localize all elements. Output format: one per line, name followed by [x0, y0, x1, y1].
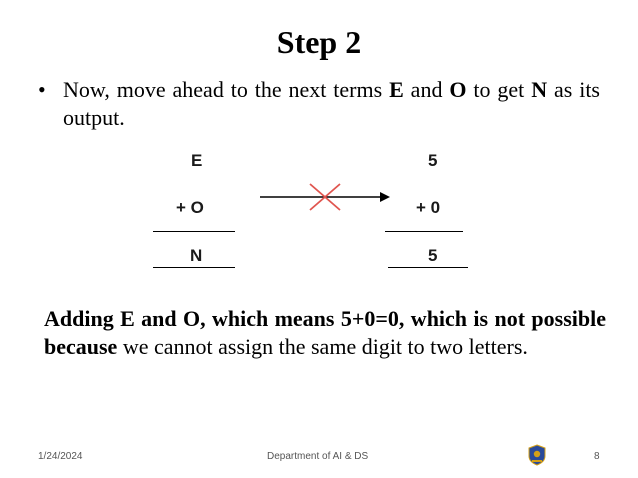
bullet-term-e: E — [389, 77, 404, 102]
explanation-bold: Adding E and O, which means 5+0=0, which is not possible because — [44, 306, 606, 359]
crossed-arrow-icon — [258, 180, 392, 216]
bullet-text-part: and — [403, 77, 450, 102]
diagram-right-add: + 0 — [416, 198, 441, 217]
diagram-left-add: + O — [176, 198, 204, 217]
diagram-left-rule-2 — [153, 267, 235, 268]
bullet-term-n: N — [531, 77, 548, 102]
college-logo-icon — [528, 444, 546, 466]
explanation-normal: we cannot assign the same digit to two letters. — [117, 334, 528, 359]
bullet-dot-icon: • — [38, 77, 46, 102]
footer-page-number: 8 — [594, 451, 600, 462]
slide-title: Step 2 — [276, 24, 362, 60]
diagram-right-rule-1 — [385, 231, 463, 232]
bullet-text — [63, 76, 600, 132]
bullet-point — [38, 76, 600, 132]
diagram-left-rule-1 — [153, 231, 235, 232]
footer-date: 1/24/2024 — [38, 451, 83, 462]
bullet-text-part: as its output. — [63, 77, 600, 130]
bullet-term-o: O — [449, 77, 467, 102]
bullet-text-part: to get — [466, 77, 532, 102]
diagram-left-result: N — [190, 246, 203, 265]
footer-department: Department of AI & DS — [267, 451, 369, 462]
explanation-paragraph — [44, 305, 606, 361]
diagram-right-top: 5 — [428, 151, 438, 170]
diagram-right-result: 5 — [428, 246, 438, 265]
diagram-right-rule-2 — [388, 267, 468, 268]
diagram-left-top: E — [191, 151, 203, 170]
bullet-text-part: Now, move ahead to the next terms — [63, 77, 390, 102]
